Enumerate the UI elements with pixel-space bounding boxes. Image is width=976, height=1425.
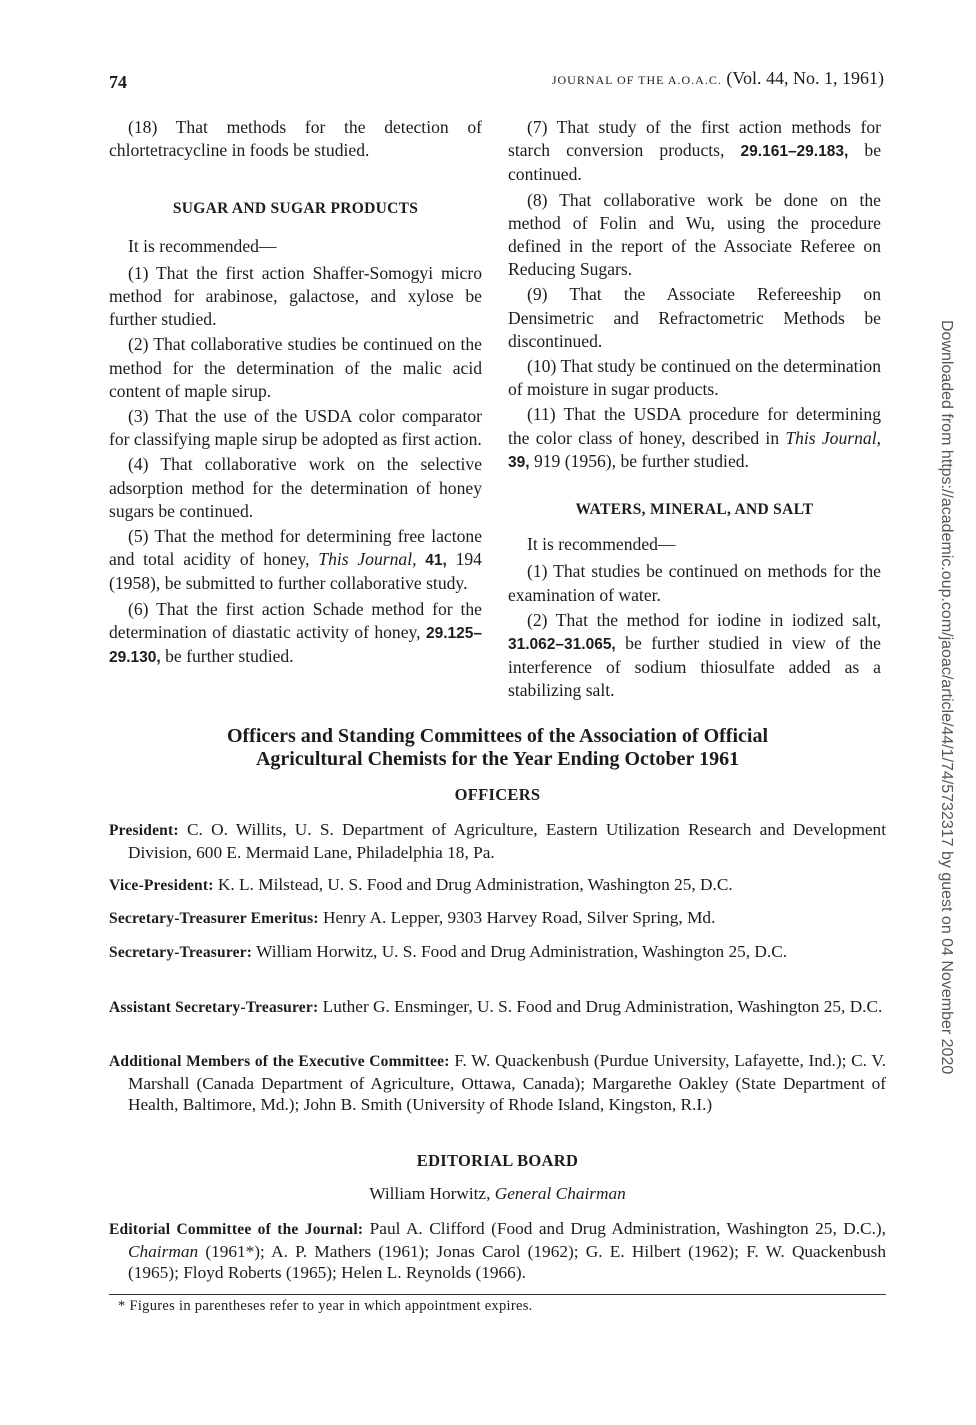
method-ref: 31.062–31.065, <box>508 636 616 654</box>
footnote-rule <box>109 1294 886 1295</box>
sugar-recommendation-7: (7) That study of the first action methods for starch conversion products, 29.161–29.183, be continued. <box>508 117 881 185</box>
volume-info: (Vol. 44, No. 1, 1961) <box>726 68 884 88</box>
running-head <box>552 68 884 89</box>
sugar-recommendation-11: (11) That the USDA procedure for determining the color class of honey, described in This Journal, 39, 919 (1956), be further studied. <box>508 404 881 471</box>
officer-entry-executive-committee: Additional Members of the Executive Committee: F. W. Quackenbush (Purdue University, Lafayette, Ind.); C. V. Marshall (Canada Department of Agriculture, Ottawa, Canada); Margarethe Oakley (State Department of Health, Baltimore, Md.); John B. Smith (University of Rhode Island, Kingston, R.I.) <box>109 1051 887 1114</box>
left-column <box>109 116 482 669</box>
sugar-recommendation-4: (4) That collaborative work on the selective adsorption method for the determination of honey sugars be continued. <box>109 454 482 521</box>
section-heading-sugar: SUGAR AND SUGAR PRODUCTS <box>172 200 419 218</box>
waters-recommendation-2: (2) That the method for iodine in iodized salt, 31.062–31.065, be further studied in view of the interference of sodium thiosulfate added as a stabilizing salt. <box>508 609 881 701</box>
journal-name: JOURNAL OF THE A.O.A.C. <box>551 73 722 87</box>
sugar-recommendation-1: (1) That the first action Shaffer-Somogyi micro method for arabinose, galactose, and xylose be further studied. <box>109 262 482 330</box>
page-number: 74 <box>109 72 127 92</box>
officer-entry-assistant-secretary: Assistant Secretary-Treasurer: Luther G. Ensminger, U. S. Food and Drug Administration, Washington 25, D.C. <box>109 997 883 1016</box>
recommendation-18: (18) That methods for the detection of chlortetracycline in foods be studied. <box>109 117 482 161</box>
officers-heading: OFFICERS <box>454 785 541 804</box>
sugar-recommendation-10: (10) That study be continued on the determination of moisture in sugar products. <box>508 356 881 400</box>
officer-entry-president: President: C. O. Willits, U. S. Department of Agriculture, Eastern Utilization Research and Development Division, 600 E. Mermaid Lane, Philadelphia 18, Pa. <box>109 820 886 862</box>
sugar-recommendation-8: (8) That collaborative work be done on the method of Folin and Wu, using the procedure defined in the report of the Associate Referee on Reducing Sugars. <box>508 189 881 280</box>
journal-ref: This Journal, <box>785 427 881 448</box>
waters-recommendation-1: (1) That studies be continued on methods for the examination of water. <box>508 561 881 605</box>
sugar-recommendation-3: (3) That the use of the USDA color comparator for classifying maple sirup be adopted as first action. <box>109 406 482 450</box>
sugar-recommendation-6: (6) That the first action Schade method for the determination of diastatic activity of honey, 29.125–29.130, be further studied. <box>109 598 482 667</box>
download-watermark: Downloaded from https://academic.oup.com/jaoac/article/44/1/74/5732317 by guest on 04 November 2020 <box>938 320 955 1075</box>
recommendation-intro: It is recommended— <box>128 235 277 256</box>
editorial-committee-entry: Editorial Committee of the Journal: Paul A. Clifford (Food and Drug Administration, Washington 25, D.C.), Chairman (1961*); A. P. Mathers (1961); Jonas Carol (1962); G. E. Hilbert (1962); F. W. Quackenbush (1965); Floyd Roberts (1965); Helen L. Reynolds (1966). <box>109 1219 886 1282</box>
officer-entry-secretary-emeritus: Secretary-Treasurer Emeritus: Henry A. Lepper, 9303 Harvey Road, Silver Spring, Md. <box>109 908 716 927</box>
page-title: Officers and Standing Committees of the Association of Official Agricultural Chemists for the Year Ending October 1961 <box>226 725 769 770</box>
right-column <box>508 116 881 703</box>
section-heading-waters: WATERS, MINERAL, AND SALT <box>575 501 814 519</box>
editorial-board-heading: EDITORIAL BOARD <box>416 1151 579 1170</box>
method-ref: 29.125–29.130, <box>109 624 482 667</box>
general-chairman-line: William Horwitz, General Chairman <box>369 1184 626 1203</box>
recommendation-intro: It is recommended— <box>527 534 676 555</box>
journal-ref: This Journal, <box>318 549 417 570</box>
officer-entry-vice-president: Vice-President: K. L. Milstead, U. S. Food and Drug Administration, Washington 25, D.C. <box>109 875 733 894</box>
sugar-recommendation-2: (2) That collaborative studies be continued on the method for the determination of the malic acid content of maple sirup. <box>109 334 482 401</box>
footnote: * Figures in parentheses refer to year in which appointment expires. <box>118 1298 533 1314</box>
method-ref: 29.161–29.183, <box>740 143 849 161</box>
sugar-recommendation-9: (9) That the Associate Refereeship on Densimetric and Refractometric Methods be discontinued. <box>508 284 881 351</box>
officer-entry-secretary-treasurer: Secretary-Treasurer: William Horwitz, U. S. Food and Drug Administration, Washington 25, D.C. <box>109 942 788 961</box>
sugar-recommendation-5: (5) That the method for determining free lactone and total acidity of honey, This Journal, 41, 194 (1958), be submitted to further collaborative study. <box>109 526 482 594</box>
